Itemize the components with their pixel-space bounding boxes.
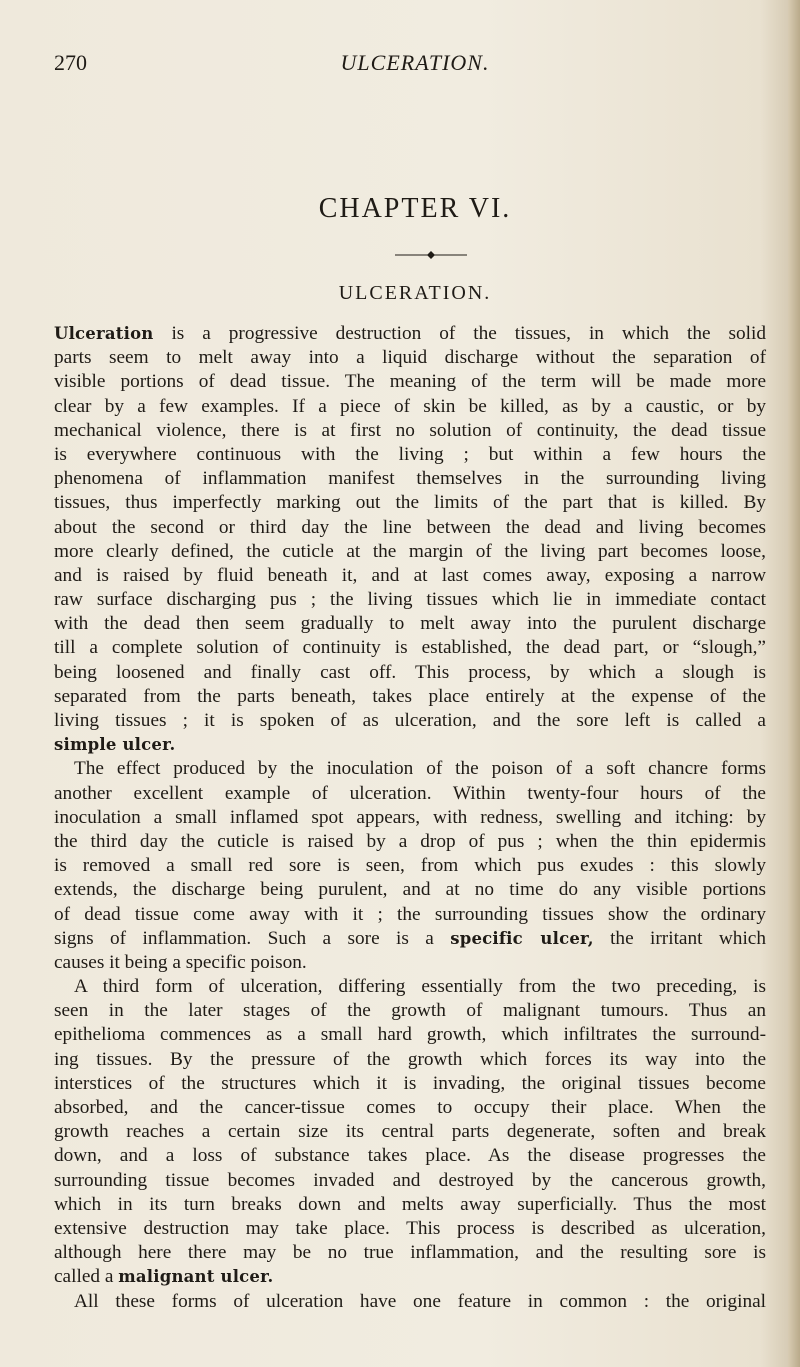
text-run: living tissues ; it is spoken of as ulceration, and the sore left is called a <box>54 710 766 731</box>
text-run: being loosened and finally cast off. This process, by which a slough is <box>54 661 766 683</box>
text-run: clear by a few examples. If a piece of skin be killed, as by a caustic, or by <box>54 395 766 417</box>
text-line <box>54 1120 766 1144</box>
running-title: ULCERATION. <box>340 50 490 75</box>
text-line <box>54 1144 766 1168</box>
text-run: the irritant which <box>593 927 767 949</box>
text-line <box>54 636 766 660</box>
text-line <box>54 467 766 491</box>
text-run: till a complete solution of continuity is established, the dead part, or “slough,” <box>54 637 766 659</box>
text-line <box>54 685 766 709</box>
text-run: All these forms of ulceration have one feature in common : the original <box>74 1290 766 1312</box>
text-run: more clearly defined, the cuticle at the margin of the living part becomes loose, <box>54 540 766 562</box>
text-run: surrounding tissue becomes invaded and destroyed by the cancerous growth, <box>54 1169 766 1191</box>
text-line <box>54 903 766 927</box>
text-run: visible portions of dead tissue. The meaning of the term will be made more <box>54 371 766 393</box>
text-run: with the dead then seem gradually to melt away into the purulent discharge <box>54 613 766 635</box>
text-line <box>54 1193 766 1217</box>
text-line <box>54 1169 766 1193</box>
text-run: The effect produced by the inoculation of the poison of a soft chancre forms <box>74 758 766 780</box>
text-run: which in its turn breaks down and melts away superficially. Thus the most <box>54 1193 766 1215</box>
text-line <box>54 443 766 467</box>
text-run: inoculation a small inflamed spot appears, with redness, swelling and itching: by <box>54 806 766 828</box>
text-line <box>54 540 766 564</box>
text-line <box>54 1265 766 1289</box>
text-run: is a progressive destruction of the tissues, in which the solid <box>153 323 766 344</box>
text-line <box>54 975 766 999</box>
bold-term: malignant ulcer. <box>118 1267 274 1287</box>
text-run: interstices of the structures which it is invading, the original tissues become <box>54 1072 766 1094</box>
text-line <box>54 1048 766 1072</box>
text-run: is removed a small red sore is seen, from which pus exudes : this slowly <box>54 855 766 877</box>
text-line <box>54 419 766 443</box>
text-run: parts seem to melt away into a liquid discharge without the separation of <box>54 347 766 369</box>
text-run: mechanical violence, there is at first no solution of continuity, the dead tissue <box>54 419 766 441</box>
text-line <box>54 830 766 854</box>
text-line <box>54 661 766 685</box>
text-line <box>54 999 766 1023</box>
text-line <box>54 395 766 419</box>
text-run: growth reaches a certain size its central parts degenerate, soften and break <box>54 1121 766 1143</box>
text-run: seen in the later stages of the growth of malignant tumours. Thus an <box>54 1000 766 1022</box>
text-line <box>54 806 766 830</box>
text-run: called a <box>54 1266 119 1288</box>
text-line <box>54 782 766 806</box>
text-line <box>54 1290 766 1314</box>
text-line <box>54 854 766 878</box>
text-line <box>54 951 766 975</box>
text-line <box>54 927 766 951</box>
page-header <box>0 50 800 90</box>
bold-term: Ulceration <box>54 324 154 343</box>
text-line <box>54 322 766 346</box>
text-run: down, and a loss of substance takes place. As the disease progresses the <box>54 1145 766 1167</box>
text-run: epithelioma commences as a small hard growth, which infiltrates the surround- <box>54 1024 766 1046</box>
text-line <box>54 1241 766 1265</box>
text-run: and is raised by fluid beneath it, and at last comes away, exposing a narrow <box>54 564 766 586</box>
text-line <box>54 1072 766 1096</box>
body-text <box>54 322 766 1314</box>
text-run: although here there may be no true inflammation, and the resulting sore is <box>54 1242 766 1264</box>
text-line <box>54 564 766 588</box>
text-line <box>54 1096 766 1120</box>
text-line <box>54 612 766 636</box>
text-line <box>54 516 766 540</box>
text-line <box>54 1217 766 1241</box>
text-run: causes it being a specific poison. <box>54 951 307 973</box>
chapter-title: CHAPTER VI. <box>318 193 512 224</box>
text-run: ing tissues. By the pressure of the growth which forces its way into the <box>54 1048 766 1070</box>
text-line <box>54 1023 766 1047</box>
bold-term: specific ulcer, <box>450 928 594 948</box>
text-line <box>54 491 766 515</box>
text-run: about the second or third day the line between the dead and living becomes <box>54 516 766 538</box>
text-run: extends, the discharge being purulent, and at no time do any visible portions <box>54 879 766 901</box>
text-line <box>54 733 766 757</box>
text-run: raw surface discharging pus ; the living tissues which lie in immediate contact <box>54 589 766 611</box>
text-run: absorbed, and the cancer-tissue comes to occupy their place. When the <box>54 1097 766 1118</box>
text-run: separated from the parts beneath, takes place entirely at the expense of the <box>54 685 766 707</box>
text-line <box>54 370 766 394</box>
text-run: signs of inflammation. Such a sore is a <box>54 927 451 949</box>
text-line <box>54 346 766 370</box>
text-line <box>54 878 766 902</box>
text-run: the third day the cuticle is raised by a drop of pus ; when the thin epidermis <box>54 830 766 852</box>
text-line <box>54 588 766 612</box>
bold-term: simple ulcer. <box>54 735 176 755</box>
page-number: 270 <box>54 50 87 75</box>
text-line <box>54 709 766 733</box>
text-run: is everywhere continuous with the living ; but within a few hours the <box>54 443 766 465</box>
text-run: A third form of ulceration, differing essentially from the two preceding, is <box>74 976 766 998</box>
text-run: phenomena of inflammation manifest themselves in the surrounding living <box>54 468 766 490</box>
ornament-rule <box>395 251 467 259</box>
text-run: tissues, thus imperfectly marking out the limits of the part that is killed. By <box>54 492 766 514</box>
text-run: of dead tissue come away with it ; the surrounding tissues show the ordinary <box>54 903 766 925</box>
text-run: extensive destruction may take place. This process is described as ulceration, <box>54 1217 766 1239</box>
text-run: another excellent example of ulceration. Within twenty-four hours of the <box>54 782 766 804</box>
section-title: ULCERATION. <box>338 282 492 304</box>
text-line <box>54 757 766 781</box>
